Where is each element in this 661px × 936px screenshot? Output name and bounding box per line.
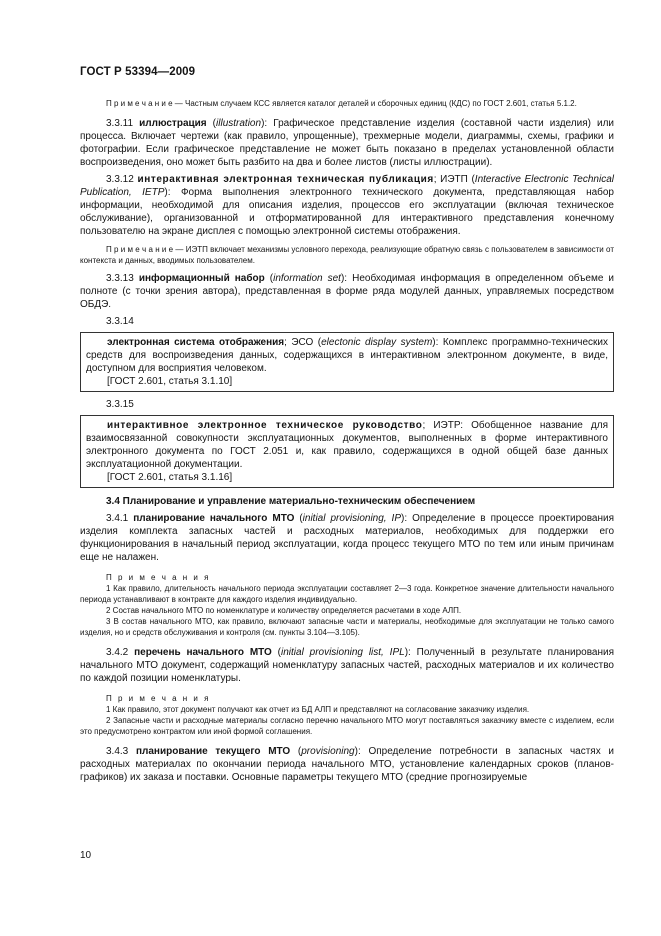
page-number: 10 <box>80 850 92 861</box>
term-title: информационный набор <box>138 273 265 284</box>
term-title: интерактивное электронное техническое руководство <box>107 420 423 431</box>
page-content <box>80 98 614 784</box>
term-reference: [ГОСТ 2.601, статья 3.1.16] <box>107 472 233 483</box>
term-box-3-3-14: электронная система отображения; ЭСО (electonic display system): Комплекс программно-технических средств для воспроизведения данных, содержащихся в интерактивном электронном документе, в виде, доступном для восприятия человеком. [ГОСТ 2.601, статья 3.1.10] <box>80 332 614 392</box>
term-title: электронная система отображения <box>107 337 285 348</box>
note-ietp: П р и м е ч а н и е — ИЭТП включает механизмы условного перехода, реализующие обратную связь с пользователем в зависимости от контекста и данных, вводимых пользователем. <box>80 245 614 265</box>
term-number-3-3-15: 3.3.15 <box>106 399 134 410</box>
term-english: initial provisioning list, IPL <box>281 647 405 658</box>
term-3-4-2: 3.4.2 перечень начального МТО (initial provisioning list, IPL): Полученный в результате планирования начального МТО документ, содержащий номенклатуру запасных частей, расходных материалов и их количество по каждой позиции номенклатуры. <box>80 647 615 684</box>
note-label: П р и м е ч а н и е <box>106 245 174 254</box>
term-english: information set <box>273 273 341 284</box>
term-title: иллюстрация <box>139 118 207 129</box>
term-english: Interactive Electronic Technical Publication, IETP <box>80 174 614 198</box>
term-title: планирование текущего МТО <box>135 746 291 757</box>
term-number-3-3-14: 3.3.14 <box>106 316 134 327</box>
term-reference: [ГОСТ 2.601, статья 3.1.10] <box>107 376 233 387</box>
note-label: П р и м е ч а н и е <box>106 99 173 108</box>
term-english: initial provisioning, IP <box>302 513 402 524</box>
term-3-3-12: 3.3.12 интерактивная электронная техническая публикация; ИЭТП (Interactive Electronic Technical Publication, IETP): Форма выполнения электронного технического документа, представляющая набор информации, необходимой для описания изделия, процессов его эксплуатации (включая техническое обслуживание), организованной и отформатированной для интерактивного представления конечному пользователю на экране дисплея с помощью электронной системы отображения. <box>80 174 614 237</box>
term-box-3-3-15: интерактивное электронное техническое руководство; ИЭТР: Обобщенное название для взаимосвязанной совокупности эксплуатационных документов, выполненных в форме интерактивного электронного документа по ГОСТ 2.051 и, как правило, содержащихся в одной общей базе данных эксплуатационной документации. [ГОСТ 2.601, статья 3.1.16] <box>80 415 614 488</box>
term-english: provisioning <box>301 746 355 757</box>
term-english: electonic display system <box>321 337 433 348</box>
note-kcc: П р и м е ч а н и е — Частным случаем КСС является каталог деталей и сборочных единиц (КДС) по ГОСТ 2.601, статья 5.1.2. <box>106 99 577 108</box>
page-header: ГОСТ Р 53394—2009 <box>80 66 196 78</box>
term-3-4-1: 3.4.1 планирование начального МТО (initial provisioning, IP): Определение в процессе проектирования изделия комплекта запасных частей и расходных материалов, необходимых для поддержки его функционирования в начальный период эксплуатации, когда процесс текущего МТО по тем или иным причинам еще не налажен. <box>80 513 615 563</box>
term-3-3-11: 3.3.11 иллюстрация (illustration): Графическое представление изделия (составной части изделия) или процесса. Включает чертежи (как правило, упрощенные), трехмерные модели, диаграммы, схемы, графики и фотографии. Если графическое представление не может быть показано в пределах установленной области воспроизведения, оно может быть разбито на два и более листов (листы иллюстрации). <box>80 118 615 168</box>
term-english: illustration <box>216 118 262 129</box>
note-item: 1 Как правило, длительность начального периода эксплуатации составляет 2—3 года. Конкретное значение длительности начального периода устанавливают в контракте для каждого изделия индивидуально. <box>80 584 614 604</box>
note-item: 2 Запасные части и расходные материалы согласно перечню начального МТО могут поставляться заказчику вместе с изделием, если это предусмотрено контрактом или иной формой соглашения. <box>80 716 614 736</box>
notes-label: П р и м е ч а н и я <box>106 694 211 703</box>
term-3-3-13: 3.3.13 информационный набор (information set): Необходимая информация в определенном объеме и полноте (с точки зрения автора), представленная в форме ряда модулей данных, управляемых посредством ОБДЭ. <box>80 273 615 310</box>
notes-label: П р и м е ч а н и я <box>106 573 211 582</box>
term-title: перечень начального МТО <box>134 647 272 658</box>
term-title: интерактивная электронная техническая публикация <box>137 174 434 185</box>
term-title: планирование начального МТО <box>133 513 295 524</box>
section-title-3-4: 3.4 Планирование и управление материально-техническим обеспечением <box>106 496 476 507</box>
term-3-4-3: 3.4.3 планирование текущего МТО (provisioning): Определение потребности в запасных частях и расходных материалах по окончании периода начального МТО, установление календарных сроков (планов-графиков) их заказа и поставки. Основные параметры текущего МТО (средние прогнозируемые <box>80 746 615 783</box>
note-item: 2 Состав начального МТО по номенклатуре и количеству определяется расчетами в ходе АЛП. <box>106 606 462 615</box>
note-item: 1 Как правило, этот документ получают как отчет из БД АЛП и представляют на согласование заказчику изделия. <box>106 705 530 714</box>
note-item: 3 В состав начального МТО, как правило, включают запасные части и материалы, необходимые для эксплуатации не только самого изделия, но и средств обслуживания и контроля (см. пункты 3.104—3.105). <box>80 617 614 637</box>
